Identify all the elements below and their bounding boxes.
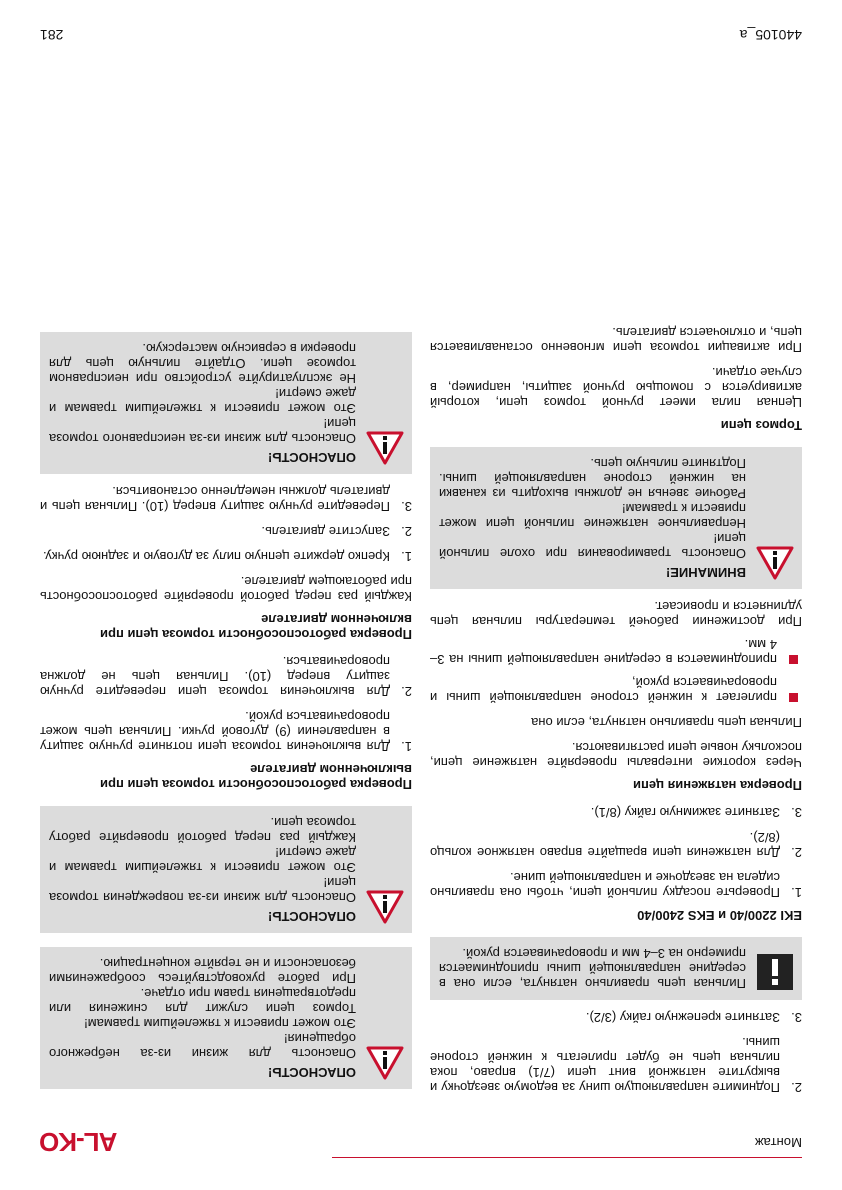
step-item: 2. Для натяжения цепи вращайте вправо натяжное кольцо (8/2). [430, 830, 802, 860]
tension-heading: Проверка натяжения цепи [633, 778, 802, 793]
step-item: 1. Для выключения тормоза цепи потяните ручную защиту в направлении (9) дуговой ручки. Пильная цепь может проворачиваться рукой. [40, 709, 412, 754]
column-right [40, 318, 412, 1095]
danger-title: ОПАСНОСТЬ! [267, 909, 356, 924]
list-item: приподнимается в середине направляющей шины на 3–4 мм. [430, 637, 802, 667]
note-box [430, 937, 802, 1000]
page-number: 281 [40, 27, 64, 43]
danger-title: ОПАСНОСТЬ! [267, 450, 356, 465]
step-item: 3. Затяните зажимную гайку (8/1). [590, 805, 802, 820]
danger-box: ОПАСНОСТЬ! Опасность для жизни из-за небрежного обращения! Это может привести к тяжелейшим травмам! Тормоз цепи служит для снижения или предотвращения травм при отдаче. При работе руководствуйтесь соображениями безопасности и не теряйте концентрацию. [40, 947, 412, 1089]
warning-box: ВНИМАНИЕ! Опасность травмирования при охоле пильной цепи! Неправильное натяжение пильной цепи может привести к травмам! Рабочие звенья не должны выходить из канавки на нижней стороне направляющей шины. Подтяните пильную цепь. [430, 447, 802, 589]
page-footer [40, 22, 802, 42]
brake-heading: Тормоз цепи [720, 418, 802, 433]
page-header [40, 1118, 802, 1158]
step-item: 2. Поднимите направляющую шину за ведомую звездочку и выкрутите натяжной винт цепи (7/1) вправо, пока пильная цепь не будет прилегать к нижней стороне шины. [430, 1035, 802, 1095]
warning-triangle-icon [366, 956, 404, 1080]
tension-paragraph: Через короткие интервалы проверяйте натяжение цепи, поскольку новые цепи растягиваются. [430, 740, 802, 770]
section-label: Монтаж [754, 1135, 802, 1150]
step-item: 1. Проверьте посадку пильной цепи, чтобы она правильно сидела на звездочке и направляющей шине. [430, 870, 802, 900]
brake-off-heading: Проверка работоспособности тормоза цепи при выключенном двигателе [100, 762, 412, 792]
warning-triangle-icon [366, 341, 404, 465]
heat-paragraph: При достижении рабочей температуры пильная цепь удлиняется и провисает. [430, 599, 802, 629]
step-item: 1. Крепко держите цепную пилу за дуговую и заднюю ручку. [42, 549, 412, 564]
brand-logo: AL-KO [40, 1127, 118, 1157]
warning-triangle-icon [756, 456, 794, 580]
bullet-square-icon [789, 655, 798, 664]
column-left [430, 315, 802, 1095]
danger-box: ОПАСНОСТЬ! Опасность для жизни из-за повреждения тормоза цепи! Это может привести к тяжелейшим травмам и даже смерти! Каждый раз перед работой проверяйте работу тормоза цепи. [40, 806, 412, 933]
info-icon [756, 946, 794, 991]
header-rule [332, 1157, 802, 1158]
brake-on-heading: Проверка работоспособности тормоза цепи при включенном двигателе [100, 612, 412, 642]
document-code: 440105_a [739, 27, 802, 43]
brake-paragraph: Цепная пила имеет ручной тормоз цепи, который активируется с помощью ручной защиты, например, в случае отдачи. [430, 365, 802, 410]
tension-intro: Пильная цепь правильно натянута, если она [531, 715, 802, 730]
note-text: Пильная цепь правильно натянута, если она в середине направляющей шины приподнимается примерно на 3–4 мм и проворачивается рукой. [439, 946, 746, 991]
step-item: 2. Для выключения тормоза цепи переведите ручную защиту вперед (10). Пильная цепь не должна проворачиваться. [40, 654, 412, 699]
step-item: 2. Запустите двигатель. [261, 524, 412, 539]
warning-triangle-icon [366, 815, 404, 924]
brake-on-paragraph: Каждый раз перед работой проверяйте работоспособность при работающем двигателе. [40, 574, 412, 604]
brake-paragraph: При активации тормоза цепи мгновенно останавливается цепь, и отключается двигатель. [430, 325, 802, 355]
step-item: 3. Затяните крепежную гайку (3/2). [585, 1010, 802, 1025]
model-heading: EKI 2200/40 и EKS 2400/40 [637, 908, 802, 923]
danger-title: ОПАСНОСТЬ! [267, 1065, 356, 1080]
bullet-square-icon [789, 693, 798, 702]
danger-box: ОПАСНОСТЬ! Опасность для жизни из-за неисправного тормоза цепи! Это может привести к тяжелейшим травмам и даже смерти! Не эксплуатируйте устройство при неисправном тормозе цепи. Отдайте пильную цепь для проверки в сервисную мастерскую. [40, 332, 412, 474]
warning-title: ВНИМАНИЕ! [665, 565, 746, 580]
list-item: прилегает к нижней стороне направляющей шины и проворачивается рукой, [430, 675, 802, 705]
step-item: 3. Переведите ручную защиту вперед (10). Пильная цепь и двигатель должны немедленно остановиться. [40, 484, 412, 514]
